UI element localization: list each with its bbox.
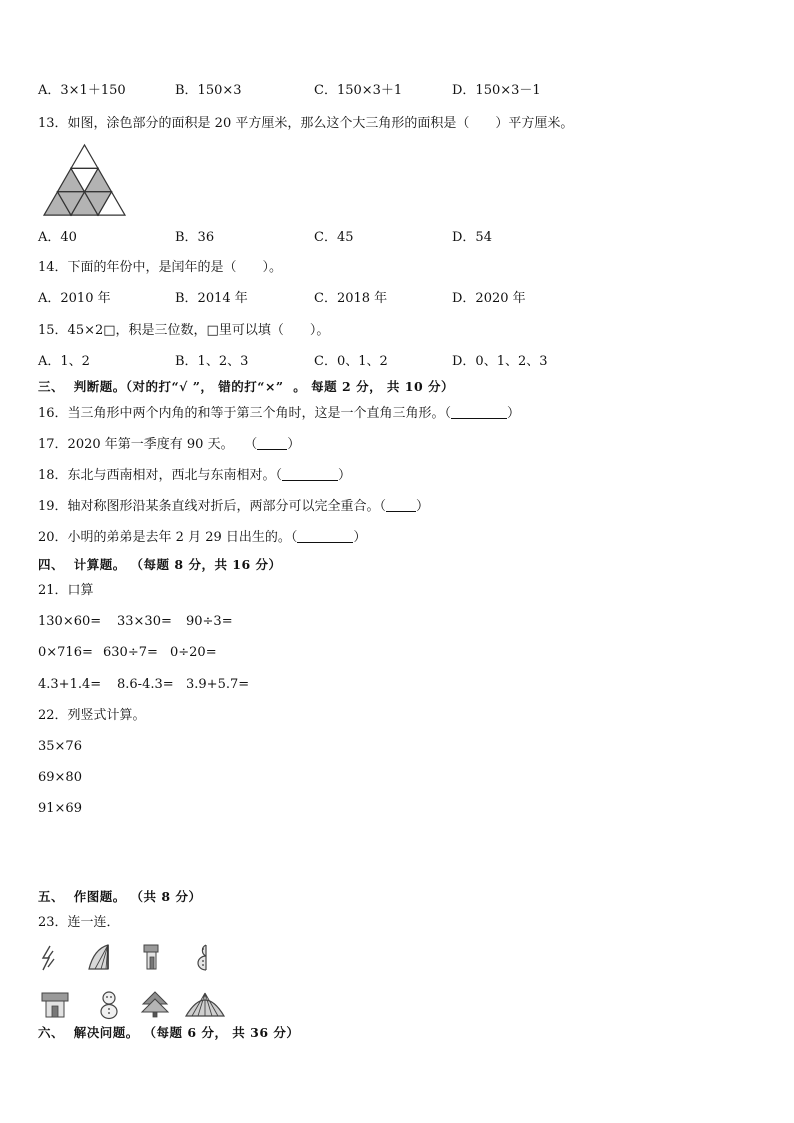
section-5-title: 五、 作图题。 （共 8 分） [38,889,202,904]
q22-item-2: 69×80 [38,770,82,785]
q16-close: ） [507,406,521,421]
q13-option-c: C．45 [314,230,354,245]
q21-stem: 21．口算 [38,583,94,598]
q19-text: 19．轴对称图形沿某条直线对折后，两部分可以完全重合。（ [38,499,387,514]
q14-option-a: A．2010 年 [38,291,111,306]
q15-option-d: D．0、1、2、3 [452,354,548,369]
q12-option-b: B．150×3 [175,83,242,98]
q13-stem-after: ）平方厘米。 [495,116,574,131]
q20-answer-blank[interactable] [297,530,353,543]
q19 [38,498,429,516]
q22-stem: 22．列竖式计算。 [38,708,146,723]
q23-stem: 23．连一连． [38,915,120,930]
half-snowman-icon[interactable] [192,943,210,971]
q15-option-b: B．1、2、3 [175,354,249,369]
q14-option-d: D．2020 年 [452,291,526,306]
q12-option-c: C．150×3＋1 [314,83,403,98]
q14-option-b: B．2014 年 [175,291,248,306]
q20-text: 20．小明的弟弟是去年 2 月 29 日出生的。（ [38,530,298,545]
snowman-icon[interactable] [98,990,120,1020]
umbrella-icon[interactable] [184,990,226,1018]
q16 [38,405,520,423]
q13-stem-before: 13．如图，涂色部分的面积是 20 平方厘米，那么这个大三角形的面积是（ [38,116,470,131]
q13-triangle-figure [42,143,128,217]
q21-item: 130×60= [38,614,102,629]
section-4-title: 四、 计算题。 （每题 8 分，共 16 分） [38,557,282,572]
q22-item-1: 35×76 [38,739,82,754]
section-6-title: 六、 解决问题。 （每题 6 分， 共 36 分） [38,1025,300,1040]
triangle-grid [44,145,125,215]
half-lightning-icon[interactable] [40,945,58,971]
q13-stem [38,115,573,133]
section-3-title: 三、 判断题。（对的打“√ ”， 错的打“×” 。 每题 2 分， 共 10 分） [38,379,455,394]
q21-item: 0÷20= [170,645,217,660]
half-house-icon[interactable] [142,943,162,971]
q18-close: ） [338,468,352,483]
half-umbrella-icon[interactable] [86,943,116,971]
tree-icon[interactable] [140,990,170,1018]
q18-answer-blank[interactable] [282,468,338,481]
q21-item: 0×716= [38,645,93,660]
q14-stem: 14．下面的年份中，是闰年的是（ ）。 [38,260,283,275]
q21-item: 8.6-4.3= [117,677,174,692]
q16-text: 16．当三角形中两个内角的和等于第三个角时，这是一个直角三角形。（ [38,406,452,421]
q21-item: 4.3+1.4= [38,677,102,692]
q19-close: ） [416,499,430,514]
q18-text: 18．东北与西南相对，西北与东南相对。（ [38,468,283,483]
q15-option-a: A．1、2 [38,354,90,369]
q21-item: 33×30= [117,614,172,629]
q15-stem: 15．45×2□，积是三位数，□里可以填（ ）。 [38,323,330,338]
q14-option-c: C．2018 年 [314,291,388,306]
q21-item: 90÷3= [186,614,233,629]
house-icon[interactable] [40,990,70,1018]
q18 [38,467,351,485]
q22-item-3: 91×69 [38,801,82,816]
q15-option-c: C．0、1、2 [314,354,388,369]
small-triangle [71,145,98,168]
q12-option-a: A．3×1＋150 [38,83,126,98]
q16-answer-blank[interactable] [451,406,507,419]
q17-text: 17．2020 年第一季度有 90 天。 （ [38,437,258,452]
q17 [38,436,300,454]
q20-close: ） [353,530,367,545]
q17-close: ） [287,437,301,452]
q20 [38,529,366,547]
q12-option-d: D．150×3－1 [452,83,541,98]
q21-item: 3.9+5.7= [186,677,250,692]
q13-option-d: D．54 [452,230,492,245]
q21-item: 630÷7= [103,645,158,660]
q19-answer-blank[interactable] [386,499,416,512]
q13-option-a: A．40 [38,230,77,245]
q13-option-b: B．36 [175,230,215,245]
q17-answer-blank[interactable] [257,437,287,450]
